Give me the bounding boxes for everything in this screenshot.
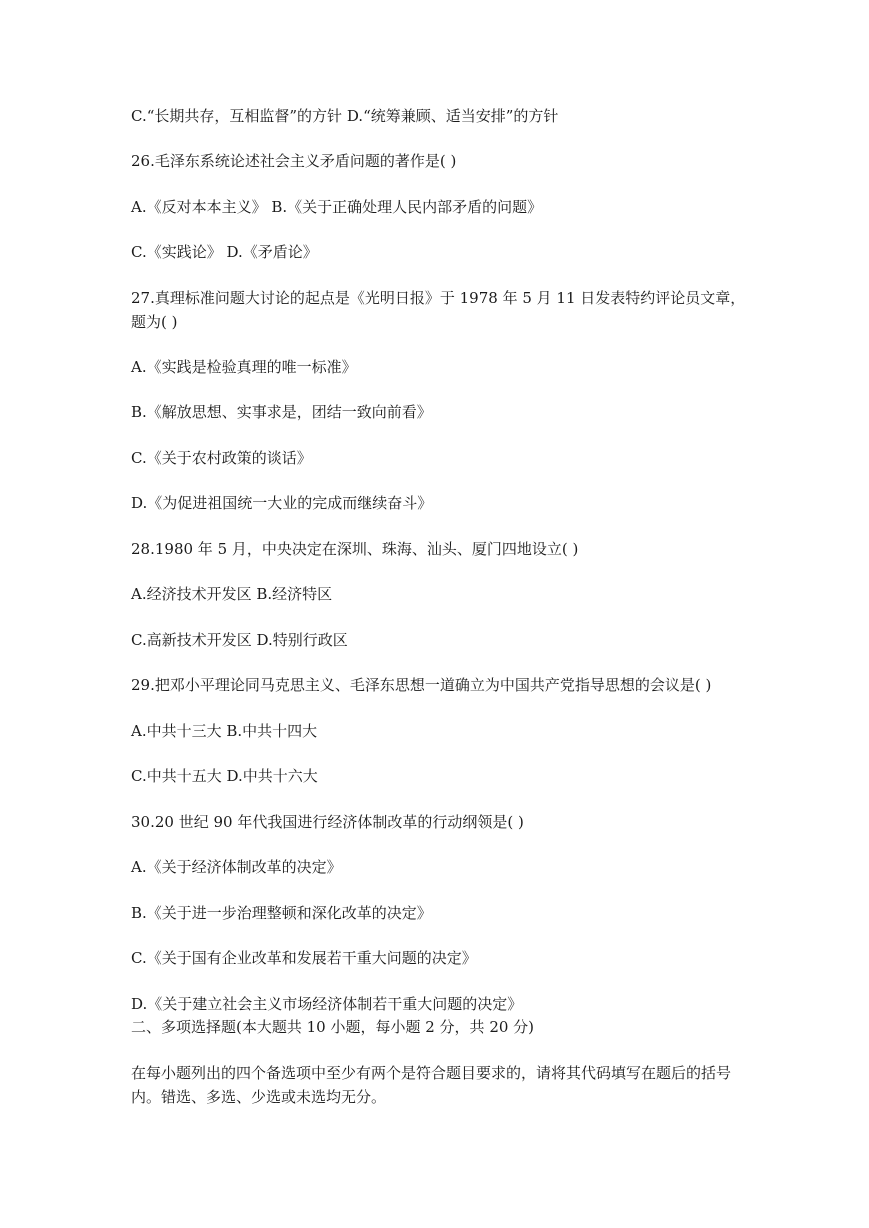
- option-c-q27: C.《关于农村政策的谈话》: [131, 449, 312, 467]
- option-c-q30: C.《关于国有企业改革和发展若干重大问题的决定》: [131, 949, 477, 967]
- question-28: 28.1980 年 5 月，中央决定在深圳、珠海、汕头、厦门四地设立( ): [131, 540, 579, 558]
- option-a-b-q29: A.中共十三大 B.中共十四大: [131, 722, 318, 740]
- option-c-d-q29: C.中共十五大 D.中共十六大: [131, 767, 318, 785]
- option-c-d-q26: C.《实践论》 D.《矛盾论》: [131, 243, 318, 261]
- option-b-q30: B.《关于进一步治理整顿和深化改革的决定》: [131, 904, 432, 922]
- option-a-b-q28: A.经济技术开发区 B.经济特区: [131, 585, 333, 603]
- option-a-q27: A.《实践是检验真理的唯一标准》: [131, 358, 357, 376]
- option-d-q27: D.《为促进祖国统一大业的完成而继续奋斗》: [131, 494, 433, 512]
- question-26: 26.毛泽东系统论述社会主义矛盾问题的著作是( ): [131, 152, 457, 170]
- option-a-q30: A.《关于经济体制改革的决定》: [131, 858, 342, 876]
- option-a-b-q26: A.《反对本本主义》 B.《关于正确处理人民内部矛盾的问题》: [131, 198, 543, 216]
- option-b-q27: B.《解放思想、实事求是，团结一致向前看》: [131, 403, 432, 421]
- option-c-d-q25: C.“长期共存，互相监督”的方针 D.“统筹兼顾、适当安排”的方针: [131, 107, 559, 125]
- section-heading-multiple-choice: 二、多项选择题(本大题共 10 小题，每小题 2 分，共 20 分): [131, 1018, 535, 1036]
- option-c-d-q28: C.高新技术开发区 D.特别行政区: [131, 631, 348, 649]
- question-27: 27.真理标准问题大讨论的起点是《光明日报》于 1978 年 5 月 11 日发表特约评论员文章，题为( ): [131, 289, 746, 331]
- section-instructions: 在每小题列出的四个备选项中至少有两个是符合题目要求的，请将其代码填写在题后的括号内。错选、多选、少选或未选均无分。: [131, 1064, 732, 1106]
- question-30: 30.20 世纪 90 年代我国进行经济体制改革的行动纲领是( ): [131, 813, 524, 831]
- question-29: 29.把邓小平理论同马克思主义、毛泽东思想一道确立为中国共产党指导思想的会议是( ): [131, 676, 712, 694]
- option-d-q30: D.《关于建立社会主义市场经济体制若干重大问题的决定》: [131, 995, 523, 1013]
